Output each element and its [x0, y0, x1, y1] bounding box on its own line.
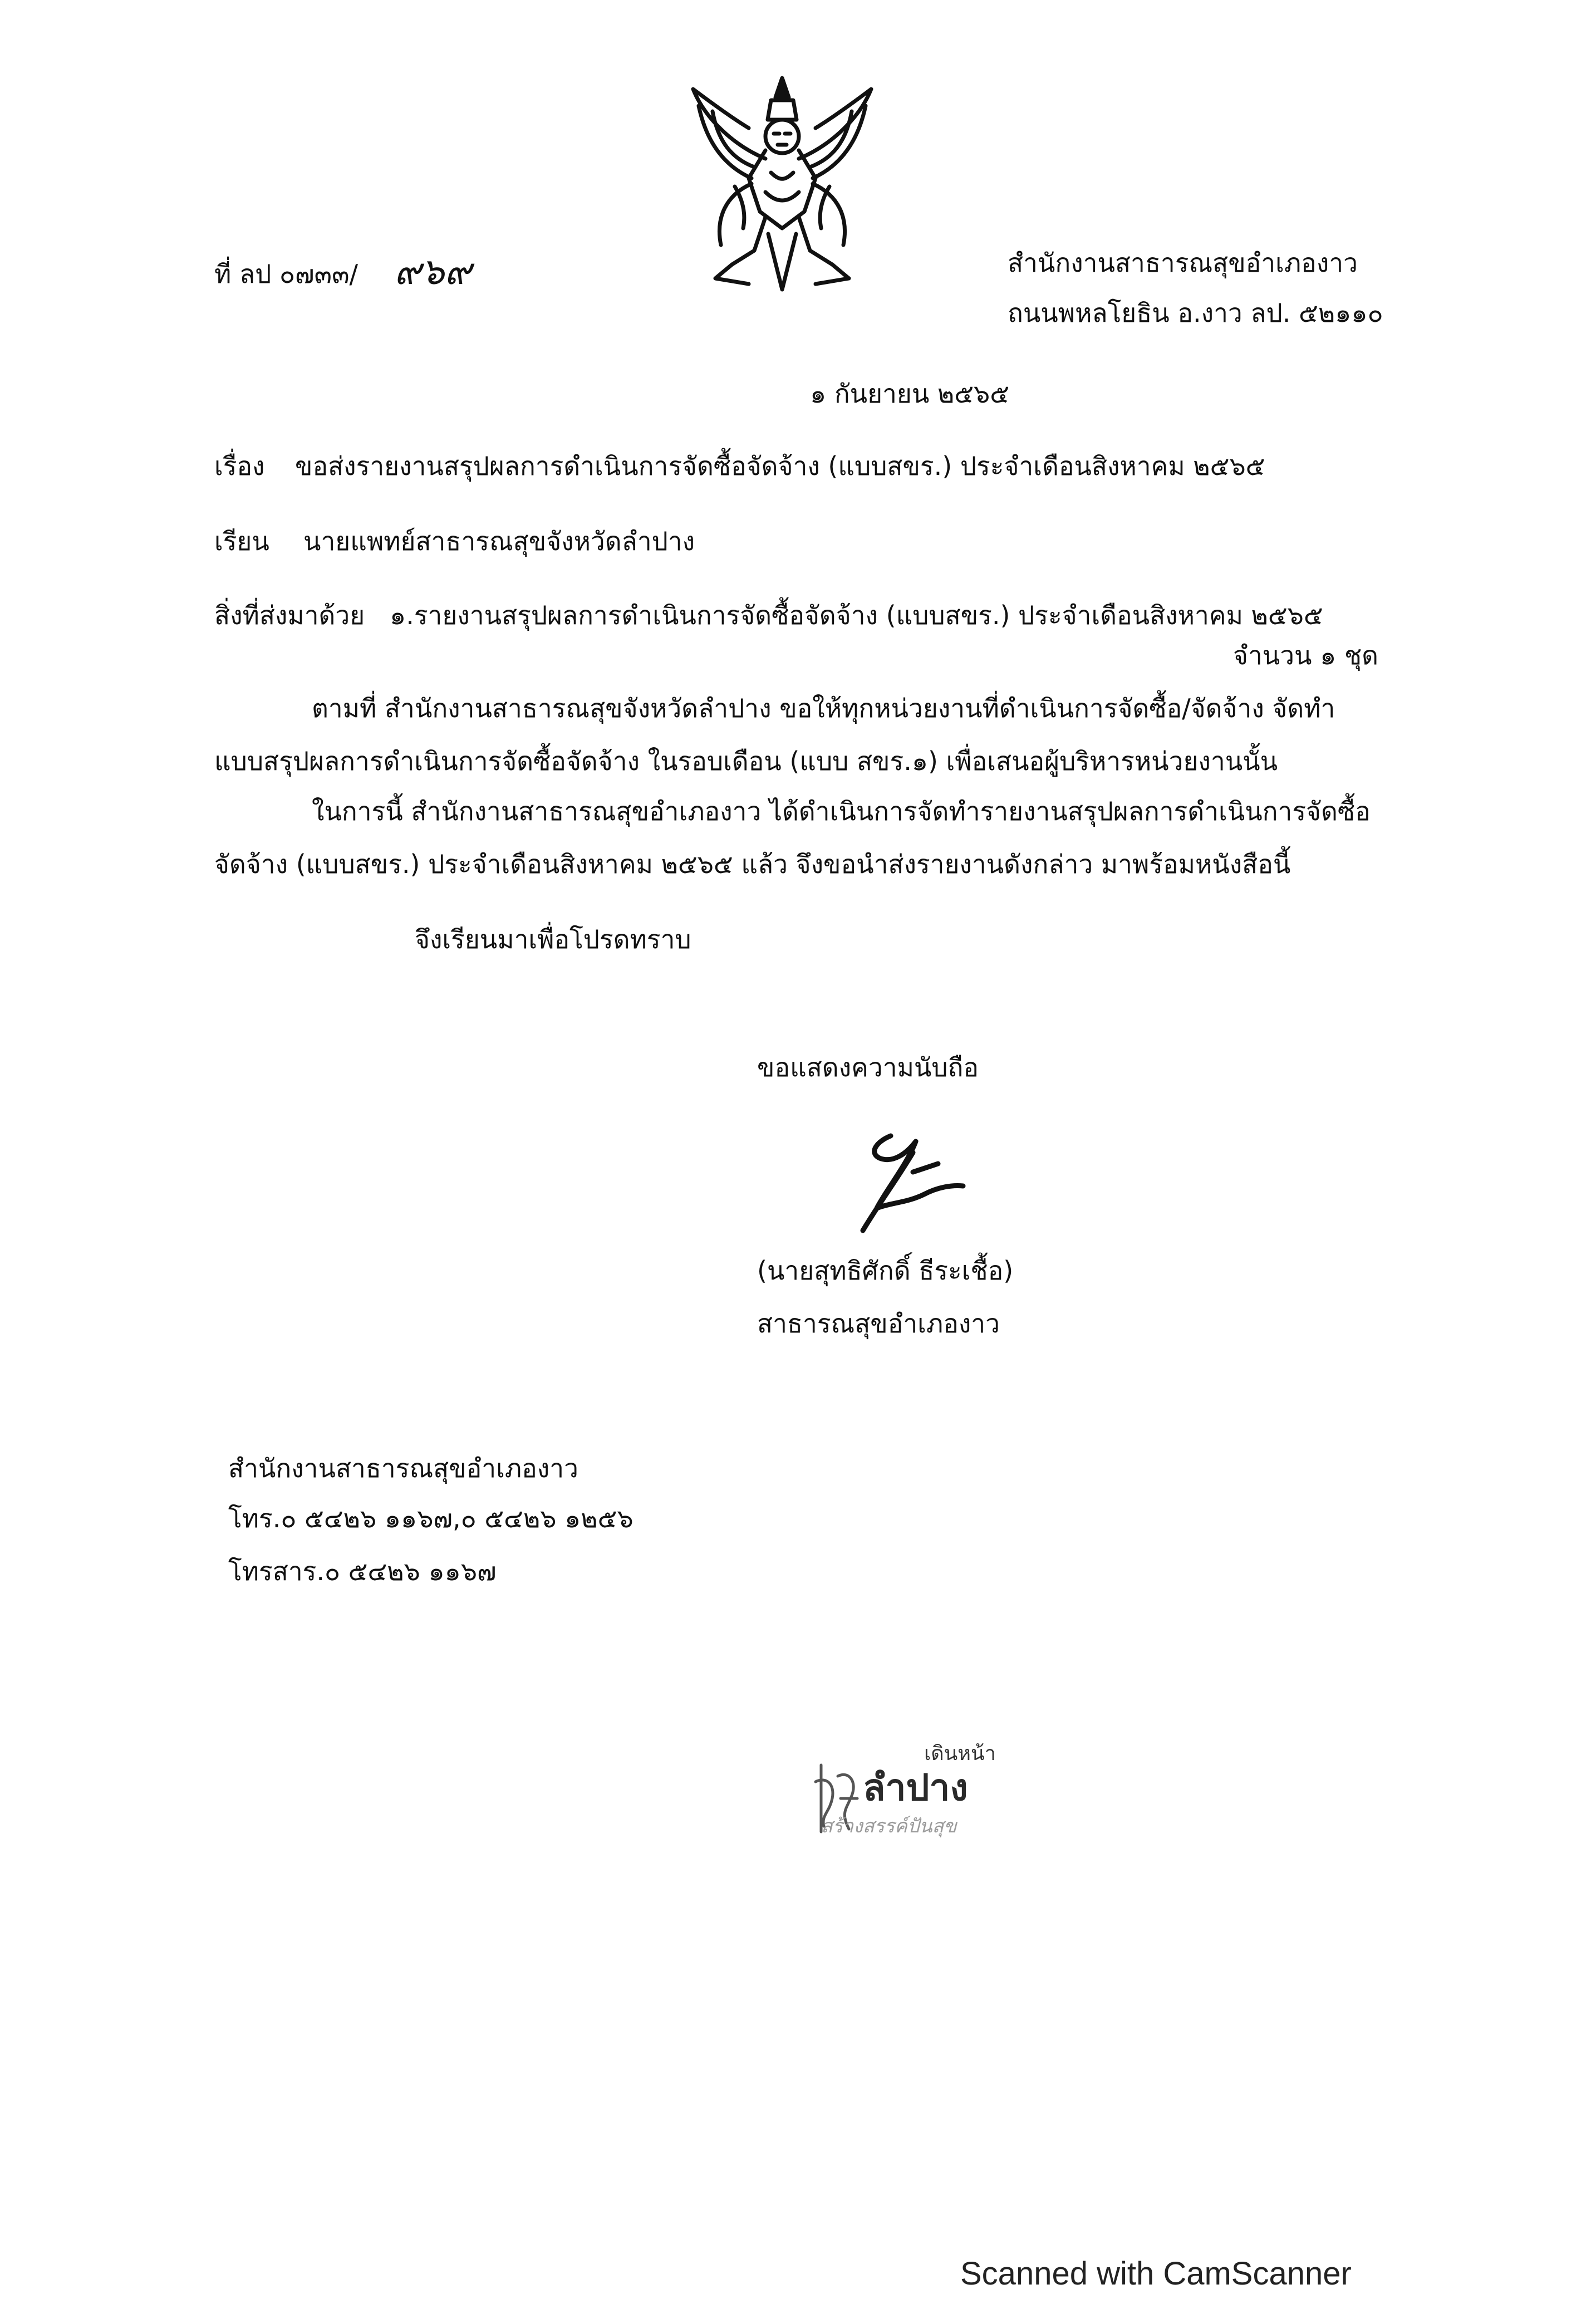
reference-number-prefix: ที่ ลป ๐๗๓๓/ [214, 259, 359, 289]
closing-request: จึงเรียนมาเพื่อโปรดทราบ [415, 924, 691, 954]
enclosure-label: สิ่งที่ส่งมาด้วย [214, 600, 365, 630]
reference-number-handwritten: ๙๖๙ [394, 250, 472, 293]
body-paragraph-1-line-1: ตามที่ สำนักงานสาธารณสุขจังหวัดลำปาง ขอให้ทุกหน่วยงานที่ดำเนินการจัดซื้อ/จัดจ้าง จัดทำ [312, 693, 1335, 723]
stamp-line-3: สร้างสรรค์ปันสุข [821, 1815, 957, 1837]
lampang-slogan-logo [810, 1737, 1055, 1871]
garuda-emblem-icon [682, 67, 882, 301]
stamp-line-1: เดินหน้า [924, 1742, 996, 1765]
contact-fax: โทรสาร.๐ ๕๔๒๖ ๑๑๖๗ [228, 1556, 497, 1586]
enclosure-count: จำนวน ๑ ชุด [1233, 640, 1379, 670]
handwritten-signature-icon [824, 1119, 969, 1236]
body-paragraph-1-line-2: แบบสรุปผลการดำเนินการจัดซื้อจัดจ้าง ในรอบเดือน (แบบ สขร.๑) เพื่อเสนอผู้บริหารหน่วยงานนั้น [214, 746, 1278, 776]
subject-text: ขอส่งรายงานสรุปผลการดำเนินการจัดซื้อจัดจ้าง (แบบสขร.) ประจำเดือนสิงหาคม ๒๕๖๕ [295, 451, 1265, 481]
office-name: สำนักงานสาธารณสุขอำเภองาว [1008, 248, 1358, 278]
stamp-line-2: ลำปาง [863, 1766, 968, 1809]
contact-office: สำนักงานสาธารณสุขอำเภองาว [228, 1453, 578, 1483]
closing-salutation: ขอแสดงความนับถือ [757, 1052, 979, 1082]
signer-name: (นายสุทธิศักดิ์ ธีระเชื้อ) [757, 1256, 1014, 1286]
subject-label: เรื่อง [214, 451, 265, 481]
body-paragraph-2-line-1: ในการนี้ สำนักงานสาธารณสุขอำเภองาว ได้ดำเนินการจัดทำรายงานสรุปผลการดำเนินการจัดซื้อ [312, 796, 1371, 826]
enclosure-text: ๑.รายงานสรุปผลการดำเนินการจัดซื้อจัดจ้าง (แบบสขร.) ประจำเดือนสิงหาคม ๒๕๖๕ [390, 600, 1323, 630]
contact-telephone: โทร.๐ ๕๔๒๖ ๑๑๖๗,๐ ๕๔๒๖ ๑๒๕๖ [228, 1503, 634, 1533]
body-paragraph-2-line-2: จัดจ้าง (แบบสขร.) ประจำเดือนสิงหาคม ๒๕๖๕ แล้ว จึงขอนำส่งรายงานดังกล่าว มาพร้อมหนังสือนี้ [214, 849, 1291, 879]
office-address: ถนนพหลโยธิน อ.งาว ลป. ๕๒๑๑๐ [1008, 298, 1383, 328]
addressee-label: เรียน [214, 526, 269, 556]
addressee-text: นายแพทย์สาธารณสุขจังหวัดลำปาง [303, 526, 695, 556]
scanner-watermark: Scanned with CamScanner [960, 2256, 1352, 2292]
signer-title: สาธารณสุขอำเภองาว [757, 1308, 1000, 1339]
document-date: ๑ กันยายน ๒๕๖๕ [810, 379, 1010, 409]
